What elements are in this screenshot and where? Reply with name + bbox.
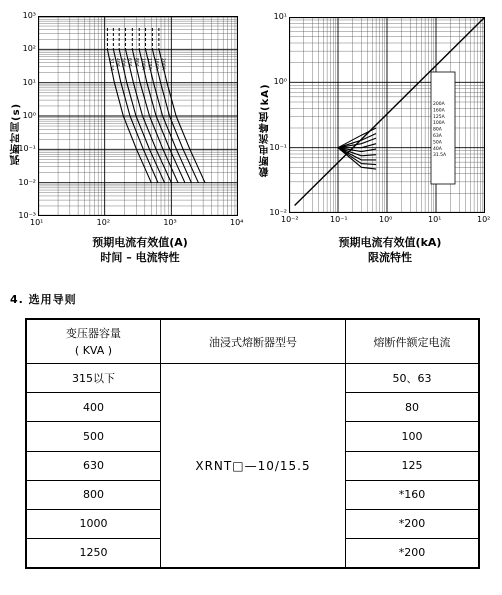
current-limiting-x-tick-label: 10⁰ [379,215,393,224]
rated-cell: 100 [346,422,479,451]
series-label: 31.5A [433,153,447,159]
time-current-x-tick-label: 10⁴ [230,218,244,227]
time-current-y-tick-label: 10³ [22,11,36,20]
capacity-cell: 400 [27,393,161,422]
current-limiting-x-tick-label: 10¹ [428,215,442,224]
series-label: 80A [433,127,442,133]
series-label: 125A [146,58,152,70]
time-current-x-tick-label: 10³ [163,218,177,227]
current-limiting-y-tick-label: 10¹ [273,12,287,21]
header-rated: 熔断件额定电流 [346,320,479,364]
header-model: 油浸式熔断器型号 [161,320,346,364]
rated-cell: 125 [346,451,479,480]
header-capacity-text: 变压器容量 ( KVA ) [66,326,121,357]
time-current-y-tick-label: 10⁻² [18,177,36,187]
capacity-cell: 1000 [27,509,161,538]
time-current-plot [38,16,238,216]
time-current-subtitle: 时间 – 电流特性 [100,251,180,264]
time-current-x-tick-label: 10¹ [30,218,44,227]
current-limiting-x-tick-label: 10⁻¹ [330,215,348,224]
series-label: 31.5A [108,58,114,72]
capacity-cell: 1250 [27,538,161,567]
rated-cell: *160 [346,480,479,509]
current-limiting-x-tick-label: 10² [477,215,491,224]
rated-cell: *200 [346,538,479,567]
current-limiting-plot [289,17,485,213]
table-header-row [27,320,479,364]
current-limiting-xlabel: 预期电流有效值(kA) [338,236,442,249]
series-label: 200A [159,58,165,70]
series-label: 50A [120,58,126,67]
series-label: 63A [126,58,132,67]
time-current-caption [60,235,220,265]
time-current-ylabel: 弧断时间(s) [11,102,22,165]
time-current-chart [38,16,238,216]
current-limiting-y-tick-label: 10⁻¹ [269,142,287,152]
series-label: 50A [433,140,442,146]
rated-cell: 50、63 [346,364,479,393]
series-label: 100A [140,58,146,70]
capacity-cell: 500 [27,422,161,451]
time-current-xlabel: 预期电流有效值(A) [92,236,188,249]
current-limiting-caption [310,235,470,265]
series-label: 40A [433,146,442,152]
current-limiting-x-tick-label: 10⁻² [281,215,299,224]
time-current-y-tick-label: 10² [22,44,36,54]
rated-cell: 80 [346,393,479,422]
time-current-x-tick-label: 10² [96,218,111,227]
time-current-y-tick-label: 10⁻¹ [18,144,36,154]
model-cell: XRNT□—10/15.5 [161,364,346,568]
series-label: 200A [433,102,445,107]
series-label: 100A [433,121,445,127]
section-title: 4. 选用导则 [10,293,77,306]
series-label: 63A [433,134,442,139]
table-row [27,364,479,393]
current-limiting-y-tick-label: 10⁰ [273,77,287,87]
current-limiting-ylabel: 截断电流峰值(kA) [260,83,271,177]
series-label: 80A [133,58,139,67]
selection-table [26,319,479,568]
capacity-cell: 630 [27,451,161,480]
time-current-y-tick-label: 10¹ [22,77,36,87]
current-limiting-chart [289,17,485,213]
current-limiting-subtitle: 限流特性 [368,251,412,264]
series-label: 160A [153,58,159,70]
capacity-cell: 315以下 [27,364,161,393]
current-limiting-y-tick-label: 10⁻² [269,208,287,217]
time-current-y-tick-label: 10⁻³ [18,211,36,220]
capacity-cell: 800 [27,480,161,509]
header-capacity [27,320,161,364]
series-label: 125A [433,114,445,120]
series-label: 40A [114,58,120,67]
time-current-y-tick-label: 10⁰ [22,111,36,120]
series-label: 160A [433,108,445,114]
rated-cell: *200 [346,509,479,538]
